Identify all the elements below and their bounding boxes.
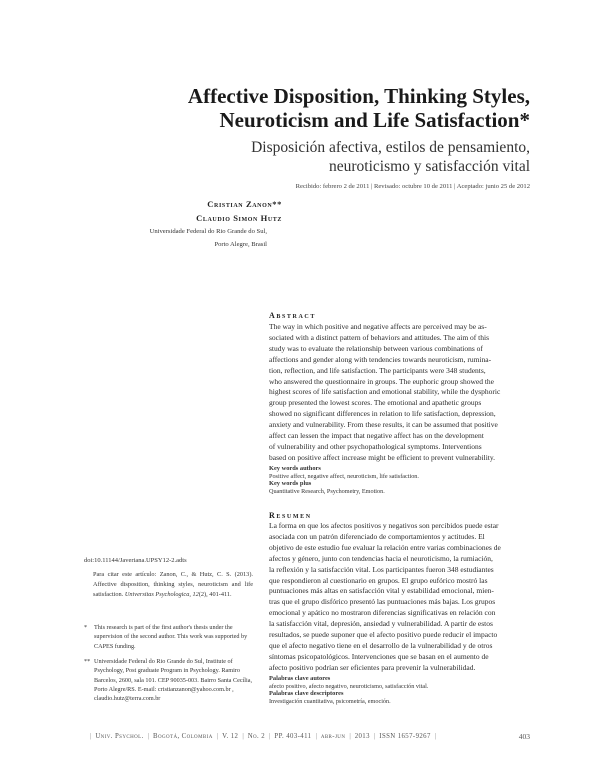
article-subtitle: [110, 138, 530, 176]
resumen-line: La forma en que los afectos positivos y negativos son percibidos puede estar: [269, 521, 499, 530]
resumen-line: afecto positivo podrían ser eficientes para prevenir la vulnerabilidad.: [269, 662, 476, 672]
palabras-clave-descriptores-label: Palabras clave descriptores: [269, 690, 344, 698]
palabras-clave-descriptores: Investigación cuantitativa, psicometría, emoción.: [269, 697, 391, 705]
title-line-2: Neuroticism and Life Satisfaction*: [219, 108, 530, 132]
citation-suffix: (2), 401-411.: [198, 591, 232, 598]
footer-pages: PP. 403-411: [274, 732, 312, 740]
footnote-2-text: Universidade Federal do Rio Grande do Sul, Institute of Psychology, Post graduate Program in Psychology. Ramiro Barcelos, 2600, sala 101. CEP 90035-003. Bairro Santa Cecília, Porto Alegre/RS. E-mail: cristianzanon@yahoo.com.br , claudio.hutz@terra.com.br: [94, 658, 253, 703]
palabras-clave-autores: afecto positivo, afecto negativo, neuroticismo, satisfacción vital.: [269, 682, 429, 690]
page-footer: | Univ. Psychol. | Bogotá, Colombia | V. 12 | No. 2 | PP. 403-411 | abr-jun | 2013 | ISSN 1657-9267 | 403: [90, 731, 530, 741]
subtitle-line-2: neuroticismo y satisfacción vital: [328, 158, 530, 175]
abstract-line: highest scores of life satisfaction and emotional stability, while the dysphoric: [269, 387, 501, 397]
abstract-line: of vulnerability and other psychopathological symptoms. Interventions: [269, 441, 482, 451]
citation-prefix: Para citar este artículo: Zanon, C., & Hutz, C. S. (2013). Affective disposition, thinking styles, neuroticism and life satisfaction.: [93, 571, 253, 598]
abstract-line: The way in which positive and negative affects are perceived may be as-: [269, 322, 487, 331]
received-dates: Recibido: febrero 2 de 2011 | Revisado: octubre 10 de 2011 | Aceptado: junio 25 de 2012: [295, 183, 530, 190]
resumen-line: síntomas psicopatológicos. Intervenciones que se basan en el aumento de: [269, 651, 489, 661]
footer-city: Bogotá, Colombia: [153, 732, 213, 740]
resumen-line: puntuaciones más altas en satisfacción vital y estabilidad emocional, mien-: [269, 586, 494, 596]
resumen-line: la reflexión y la satisfacción vital. Los participantes fueron 348 estudiantes: [269, 564, 494, 574]
abstract-line: tion, reflection, and life satisfaction. The participants were 348 students,: [269, 365, 486, 375]
citation: [93, 570, 253, 600]
abstract-heading: Abstract: [269, 311, 316, 320]
abstract-line: affections and gender along with tendencies towards neuroticism, rumina-: [269, 354, 492, 364]
footer-journal: Univ. Psychol.: [95, 732, 144, 740]
resumen-line: objetivo de este estudio fue evaluar la relación entre varias combinaciones de: [269, 542, 501, 552]
resumen-line: la satisfacción vital, depresión, ansiedad y vulnerabilidad. A partir de estos: [269, 619, 493, 629]
author-1: Cristian Zanon**: [207, 199, 282, 209]
citation-journal: Universitas Psychologica, 12: [124, 591, 199, 598]
resumen-line: que respondieron al cuestionario en grupos. El grupo eufórico mostró las: [269, 575, 488, 585]
resumen-body: [269, 521, 530, 674]
footnote-1: [84, 623, 254, 651]
resumen-line: tras que el grupo disfórico presentó las puntuaciones más bajas. Los grupos: [269, 597, 496, 607]
footnote-1-text: This research is part of the first author's thesis under the supervision of the second author. This work was supported by CAPES funding.: [94, 624, 248, 650]
keywords-plus: Quantitative Research, Psychometry, Emotion.: [269, 487, 385, 495]
keywords-plus-label: Key words plus: [269, 480, 312, 488]
keywords-authors: Positive affect, negative affect, neuroticism, life satisfaction.: [269, 472, 419, 480]
abstract-line: sociated with a distinct pattern of behaviors and attitudes. The aim of this: [269, 332, 490, 342]
footer-period: abr-jun: [320, 732, 346, 740]
abstract-body: [269, 322, 530, 464]
resumen-keywords: [269, 675, 530, 706]
resumen-line: afectos y género, junto con tendencias hacia el neuroticismo, la rumiación,: [269, 553, 493, 563]
affiliation-line-1: Universidade Federal do Rio Grande do Sul,: [149, 228, 267, 235]
doi[interactable]: doi:10.11144/Javeriana.UPSY12-2.adts: [84, 557, 187, 564]
footer-number: No. 2: [247, 732, 266, 740]
affiliation-line-2: Porto Alegre, Brasil: [214, 241, 267, 248]
keywords-authors-label: Key words authors: [269, 465, 321, 472]
abstract-keywords: [269, 465, 530, 496]
affiliation: [47, 225, 267, 251]
resumen-line: asociada con un patrón diferenciado de comportamientos y actitudes. El: [269, 531, 485, 541]
abstract-line: who answered the questionnaire in groups. The euphoric group showed the: [269, 376, 495, 386]
resumen-heading: Resumen: [269, 511, 312, 520]
footnote-2-mark: **: [84, 658, 91, 665]
footer-year: 2013: [354, 732, 370, 740]
abstract-line: group presented the lowest scores. The emotional and apathetic groups: [269, 398, 482, 408]
abstract-line: study was to evaluate the relationship between various combinations of: [269, 343, 483, 353]
footnote-2: [84, 657, 254, 703]
abstract-line: showed no significant differences in relation to life satisfaction, depression,: [269, 409, 496, 419]
author-2: Claudio Simon Hutz: [196, 213, 282, 223]
article-title: [50, 84, 530, 132]
resumen-line: que el afecto negativo tiene en el desarrollo de la vulnerabilidad y de otros: [269, 640, 493, 650]
resumen-line: resultados, se puede suponer que el afecto positivo puede reducir el impacto: [269, 630, 498, 640]
abstract-line: anxiety and vulnerability. From these results, it can be assumed that positive: [269, 420, 498, 430]
resumen-line: emocional y apático no mostraron diferencias significativas en relación con: [269, 608, 496, 618]
footer-volume: V. 12: [222, 732, 239, 740]
palabras-clave-autores-label: Palabras clave autores: [269, 675, 331, 682]
abstract-line: affect can lessen the impact that negative affect has on the development: [269, 431, 484, 441]
footer-issn: ISSN 1657-9267: [379, 732, 431, 740]
page-number: 403: [518, 731, 530, 741]
footnote-1-mark: *: [84, 624, 88, 631]
abstract-line: based on positive affect increase might be efficient to prevent vulnerability.: [269, 452, 496, 462]
title-line-1: Affective Disposition, Thinking Styles,: [187, 84, 530, 108]
subtitle-line-1: Disposición afectiva, estilos de pensamiento,: [251, 139, 530, 156]
